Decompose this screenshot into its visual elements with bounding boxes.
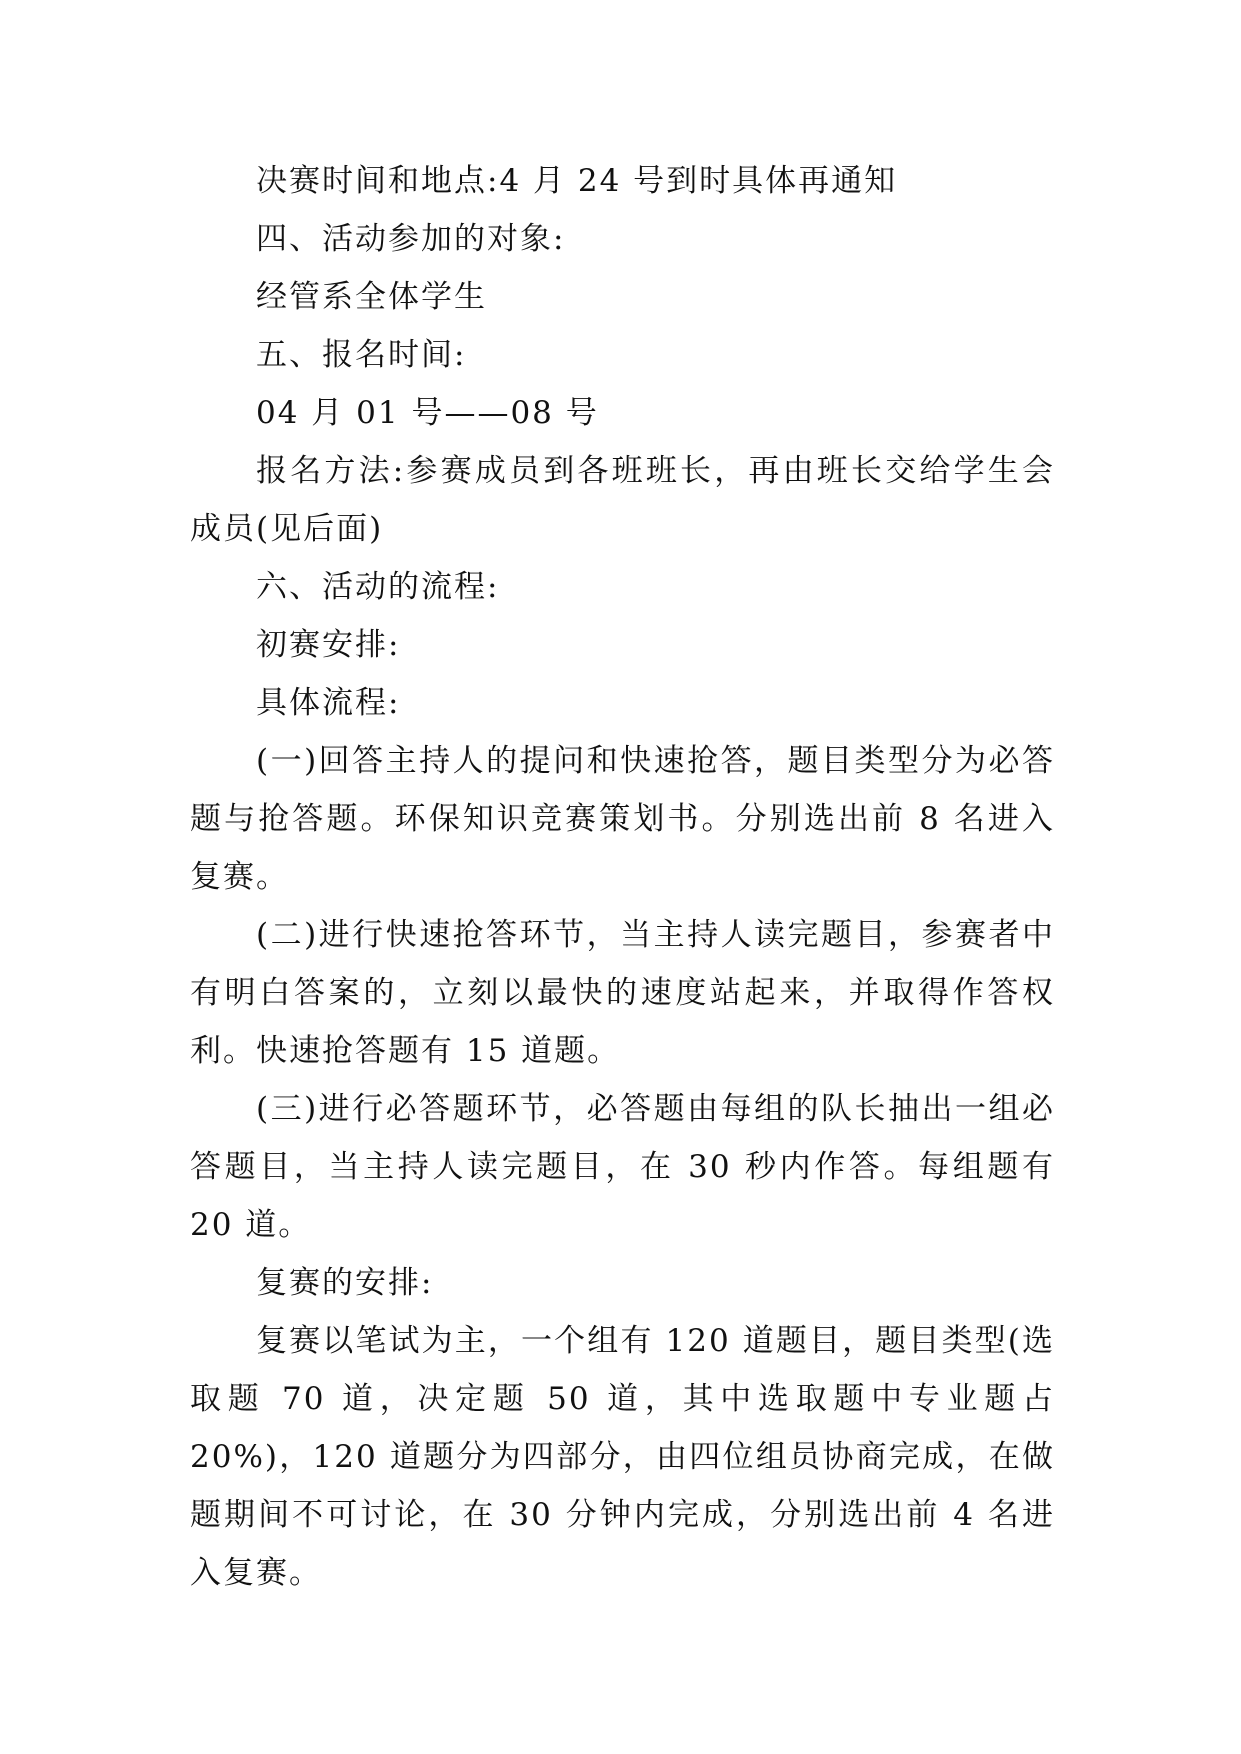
paragraph-registration-method: 报名方法:参赛成员到各班班长，再由班长交给学生会成员(见后面) bbox=[190, 453, 1055, 547]
paragraph-step-one: (一)回答主持人的提问和快速抢答，题目类型分为必答题与抢答题。环保知识竞赛策划书。分别选出前 8 名进入复赛。 bbox=[190, 743, 1055, 895]
paragraph-registration-dates: 04 月 01 号——08 号 bbox=[256, 395, 599, 431]
paragraph-final-time-place: 决赛时间和地点:4 月 24 号到时具体再通知 bbox=[256, 163, 898, 199]
paragraph-step-three: (三)进行必答题环节，必答题由每组的队长抽出一组必答题目，当主持人读完题目，在 30 秒内作答。每组题有 20 道。 bbox=[190, 1091, 1055, 1243]
paragraph-step-two: (二)进行快速抢答环节，当主持人读完题目，参赛者中有明白答案的，立刻以最快的速度站起来，并取得作答权利。快速抢答题有 15 道题。 bbox=[190, 917, 1055, 1069]
paragraph-participants: 经管系全体学生 bbox=[256, 279, 487, 315]
heading-preliminary: 初赛安排: bbox=[256, 627, 401, 663]
heading-registration-time: 五、报名时间: bbox=[256, 337, 467, 373]
heading-participants: 四、活动参加的对象: bbox=[256, 221, 566, 257]
paragraph-semifinal-details: 复赛以笔试为主，一个组有 120 道题目，题目类型(选取题 70 道，决定题 50 道，其中选取题中专业题占 20%)，120 道题分为四部分，由四位组员协商完成，在做题期间不可讨论，在 30 分钟内完成，分别选出前 4 名进入复赛。 bbox=[190, 1323, 1055, 1591]
document-body bbox=[190, 152, 1055, 1602]
heading-semifinal: 复赛的安排: bbox=[256, 1265, 434, 1301]
heading-specific-process: 具体流程: bbox=[256, 685, 401, 721]
heading-activity-process: 六、活动的流程: bbox=[256, 569, 500, 605]
